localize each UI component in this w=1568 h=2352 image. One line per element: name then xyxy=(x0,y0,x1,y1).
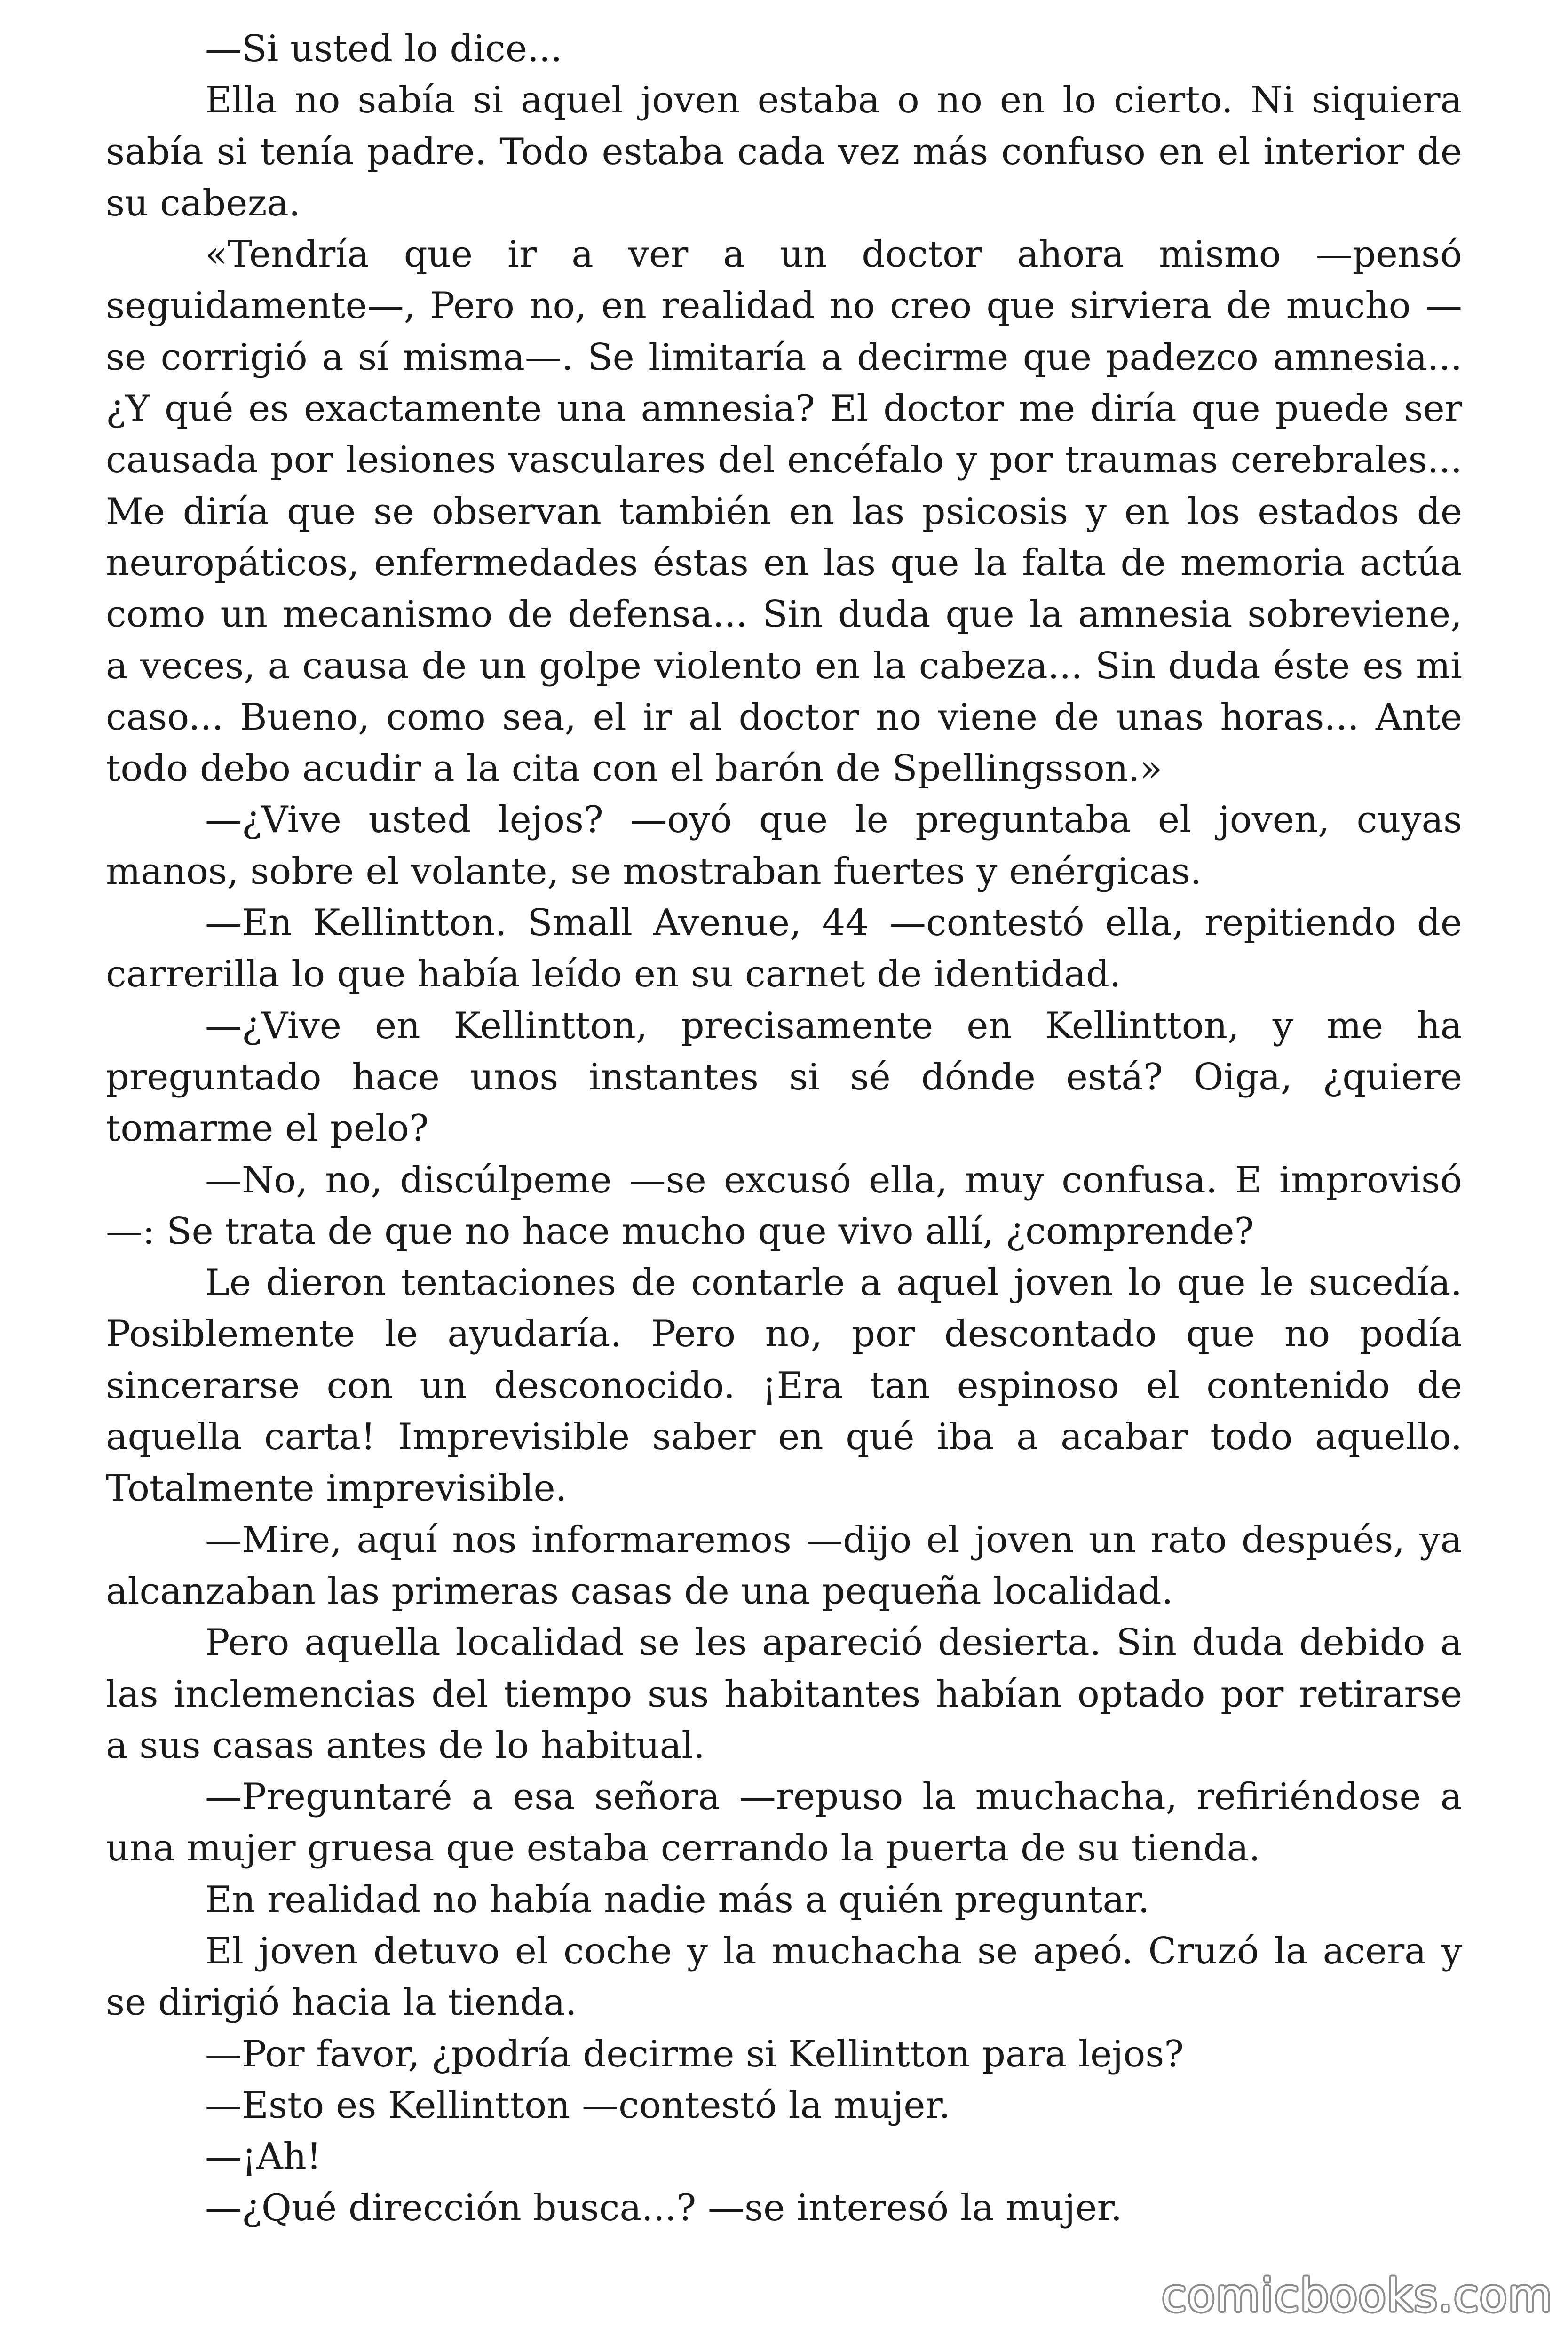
paragraph: —En Kellintton. Small Avenue, 44 —contestó ella, repitiendo de carrerilla lo que había leído en su carnet de identidad. xyxy=(106,902,1462,996)
paragraph: —No, no, discúlpeme —se excusó ella, muy confusa. E improvisó —: Se trata de que no hace mucho que vivo allí, ¿comprende? xyxy=(106,1159,1462,1253)
paragraph: —Mire, aquí nos informaremos —dijo el joven un rato después, ya alcanzaban las primeras casas de una pequeña localidad. xyxy=(106,1518,1462,1613)
watermark-text: comicbooks.com xyxy=(1162,2269,1553,2322)
paragraph: —Si usted lo dice... xyxy=(205,28,562,70)
paragraph: El joven detuvo el coche y la muchacha se apeó. Cruzó la acera y se dirigió hacia la tienda. xyxy=(106,1930,1462,2024)
paragraph: «Tendría que ir a ver a un doctor ahora mismo —pensó seguidamente—, Pero no, en realidad no creo que sirviera de mucho —se corrigió a sí misma—. Se limitaría a decirme que padezco amnesia... ¿Y qué es exactamente una amnesia? El doctor me diría que puede ser causada por lesiones vasculares del encéfalo y por traumas cerebrales... Me diría que se observan también en las psicosis y en los estados de neuropáticos, enfermedades éstas en las que la falta de memoria actúa como un mecanismo de defensa... Sin duda que la amnesia sobreviene, a veces, a causa de un golpe violento en la cabeza... Sin duda éste es mi caso... Bueno, como sea, el ir al doctor no viene de unas horas... Ante todo debo acudir a la cita con el barón de Spellingsson.» xyxy=(106,233,1462,790)
paragraph: —¿Vive en Kellintton, precisamente en Kellintton, y me ha preguntado hace unos instantes si sé dónde está? Oiga, ¿quiere tomarme el pelo? xyxy=(106,1004,1462,1150)
paragraph: —¿Vive usted lejos? —oyó que le preguntaba el joven, cuyas manos, sobre el volante, se mostraban fuertes y enérgicas. xyxy=(106,799,1462,893)
book-page xyxy=(106,24,1462,2234)
paragraph: —Preguntaré a esa señora —repuso la muchacha, refiriéndose a una mujer gruesa que estaba cerrando la puerta de su tienda. xyxy=(106,1776,1462,1870)
paragraph: —¿Qué dirección busca...? —se interesó la mujer. xyxy=(205,2187,1123,2230)
paragraph: Le dieron tentaciones de contarle a aquel joven lo que le sucedía. Posiblemente le ayudaría. Pero no, por descontado que no podía sincerarse con un desconocido. ¡Era tan espinoso el contenido de aquella carta! Imprevisible saber en qué iba a acabar todo aquello. Totalmente imprevisible. xyxy=(106,1262,1462,1510)
paragraph: —Por favor, ¿podría decirme si Kellintton para lejos? xyxy=(205,2033,1184,2075)
paragraph: Pero aquella localidad se les apareció desierta. Sin duda debido a las inclemencias del tiempo sus habitantes habían optado por retirarse a sus casas antes de lo habitual. xyxy=(106,1621,1462,1767)
paragraph: —Esto es Kellintton —contestó la mujer. xyxy=(205,2084,950,2127)
paragraph: —¡Ah! xyxy=(205,2136,322,2178)
paragraph: Ella no sabía si aquel joven estaba o no en lo cierto. Ni siquiera sabía si tenía padre. Todo estaba cada vez más confuso en el interior de su cabeza. xyxy=(106,79,1462,224)
paragraph: En realidad no había nadie más a quién preguntar. xyxy=(205,1878,1150,1921)
